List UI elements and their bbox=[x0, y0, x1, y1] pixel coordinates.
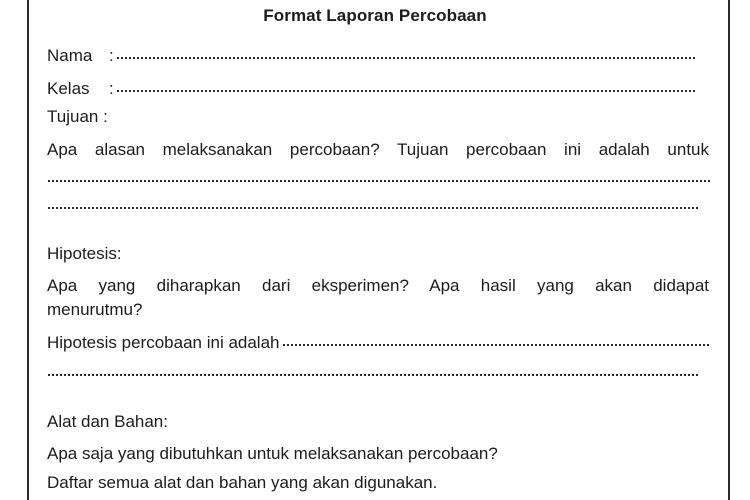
nama-colon: : bbox=[109, 46, 114, 65]
tujuan-heading: Tujuan : bbox=[47, 107, 108, 126]
hipotesis-statement: Hipotesis percobaan ini adalah bbox=[47, 333, 280, 352]
kelas-blank[interactable] bbox=[117, 76, 695, 92]
kelas-label: Kelas bbox=[47, 79, 90, 98]
hipotesis-blank-2[interactable] bbox=[48, 372, 698, 376]
nama-row bbox=[47, 45, 695, 66]
nama-label: Nama bbox=[47, 46, 93, 65]
right-border bbox=[728, 0, 730, 500]
tujuan-prompt: Apa alasan melaksanakan percobaan? Tujuan percobaan ini adalah untuk bbox=[47, 140, 709, 159]
hipotesis-heading: Hipotesis: bbox=[47, 244, 122, 263]
nama-blank[interactable] bbox=[117, 43, 695, 59]
alat-bahan-prompt: Apa saja yang dibutuhkan untuk melaksanakan percobaan? bbox=[47, 444, 498, 463]
hipotesis-statement-row bbox=[47, 332, 709, 353]
page-title: Format Laporan Percobaan bbox=[263, 6, 487, 25]
alat-bahan-heading: Alat dan Bahan: bbox=[47, 412, 168, 431]
kelas-row bbox=[47, 78, 695, 99]
tujuan-blank-1[interactable] bbox=[48, 178, 710, 182]
alat-bahan-instruction: Daftar semua alat dan bahan yang akan digunakan. bbox=[47, 473, 438, 492]
left-border bbox=[27, 0, 29, 500]
kelas-colon: : bbox=[109, 79, 114, 98]
tujuan-blank-2[interactable] bbox=[48, 205, 698, 209]
hipotesis-blank-1[interactable] bbox=[283, 330, 710, 346]
hipotesis-prompt-line1: Apa yang diharapkan dari eksperimen? Apa hasil yang akan didapat bbox=[47, 276, 709, 295]
hipotesis-prompt-line2: menurutmu? bbox=[47, 300, 143, 319]
